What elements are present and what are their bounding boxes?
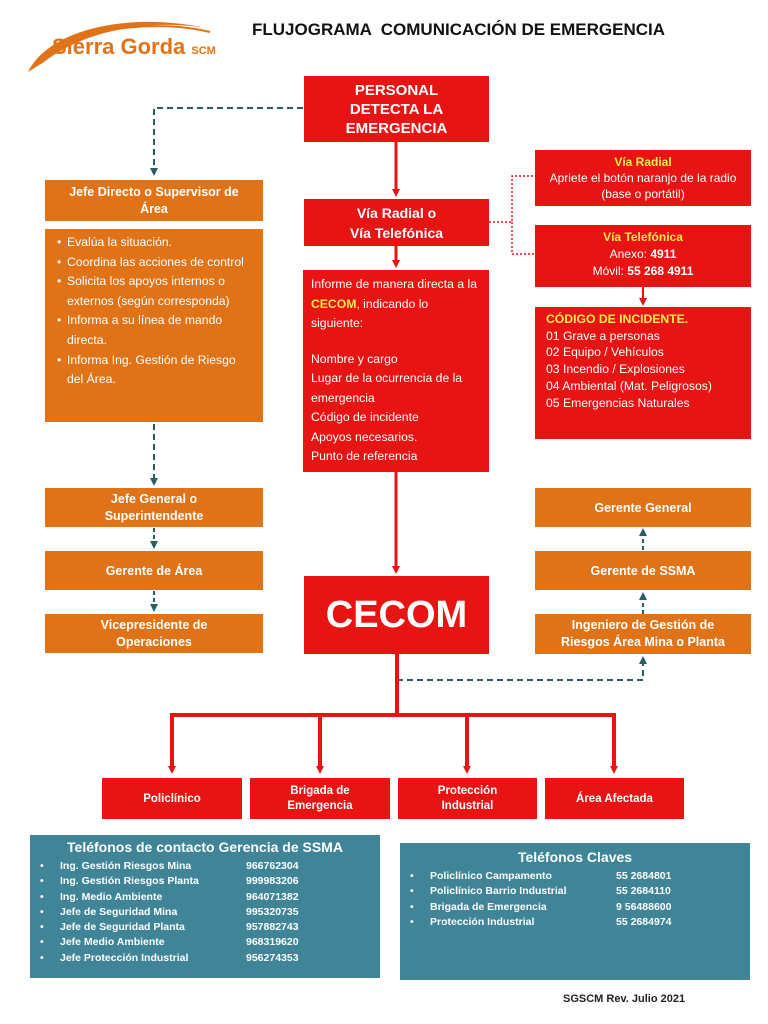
contact-phone: 957882743 [246,921,299,934]
via-radial-box [535,150,751,206]
logo-text: Sierra Gorda [52,34,186,59]
logo-suffix: SCM [191,45,216,57]
page-title: FLUJOGRAMA COMUNICACIÓN DE EMERGENCIA [252,20,666,39]
ssma-phones-title: Teléfonos de contacto Gerencia de SSMA [67,839,343,855]
contact-name: Jefe de Seguridad Planta [60,921,185,934]
codigo-item: 02 Equipo / Vehículos [546,345,664,360]
contact-phone: 999983206 [246,875,299,888]
movil-line: Móvil: 55 268 4911 [592,264,694,278]
contact-name: Jefe de Seguridad Mina [60,905,178,918]
phone-row [400,884,750,899]
jefe-action-item: • Evalúa la situación. [57,233,255,253]
contact-name: Ing. Gestión Riesgos Planta [60,875,199,888]
ssma-phones-panel [30,835,380,978]
bullet-icon: • [40,875,44,888]
contact-phone: 9 56488600 [616,900,672,913]
bullet-icon: • [40,905,44,918]
bullet-icon: • [410,915,414,928]
area-afectada-box: Área Afectada [545,778,684,819]
bullet-icon: • [410,900,414,913]
dashed-personal-to-jefe [154,108,303,172]
phone-row [400,869,750,884]
phone-row [30,920,380,935]
phone-row [30,874,380,889]
contact-phone: 995320735 [246,905,299,918]
contact-phone: 956274353 [246,951,299,964]
gerente-general-box: Gerente General [535,488,751,527]
vicepresidente-box: Vicepresidente de Operaciones [45,614,263,653]
via-telefonica-title: Vía Telefónica [603,230,683,244]
anexo-line: Anexo: 4911 [609,247,677,261]
personal-detecta-box: PERSONAL DETECTA LA EMERGENCIA [304,76,489,142]
jefe-action-item: • Coordina las acciones de control [57,253,255,273]
gerente-ssma-box: Gerente de SSMA [535,551,751,590]
contact-name: Ing. Gestión Riesgos Mina [60,860,192,872]
jefe-actions-box [45,229,263,422]
contact-name: Ing. Medio Ambiente [60,890,163,903]
gerente-area-box: Gerente de Área [45,551,263,590]
footer-revision: SGSCM Rev. Julio 2021 [563,993,686,1005]
jefe-action-item: • Informa Ing. Gestión de Riesgo del Área. [57,351,255,390]
informe-item: Apoyos necesarios. [311,429,418,444]
codigo-item: 05 Emergencias Naturales [546,395,690,410]
contact-name: Brigada de Emergencia [430,900,547,913]
jefe-general-box: Jefe General o Superintendente [45,488,263,527]
contact-phone: 968319620 [246,936,299,949]
via-radial-title: Vía Radial [614,155,672,169]
via-telefonica-box [535,225,751,287]
jefe-directo-box: Jefe Directo o Supervisor de Área [45,180,263,221]
dotted-via-to-radial [489,176,535,222]
contact-name: Policlínico Campamento [430,870,552,882]
ingeniero-box: Ingeniero de Gestión de Riesgos Área Mina o Planta [535,614,751,654]
bullet-icon: • [410,885,414,898]
bullet-icon: • [40,921,44,934]
bullet-icon: • [40,951,44,964]
bullet-icon: • [40,936,44,949]
jefe-action-item: • Solicita los apoyos internos o externos (según corresponda) [57,272,255,311]
phone-row [30,935,380,950]
informe-item: Código de incidente [311,410,419,424]
codigo-item: 03 Incendio / Explosiones [546,362,685,377]
contact-phone: 964071382 [246,890,299,903]
codigo-incidente-box [535,307,751,439]
dashed-cecom-to-ingeniero [397,660,643,680]
codigo-title: CÓDIGO DE INCIDENTE. [546,312,689,326]
phone-row [30,890,380,905]
bullet-icon: • [40,890,44,903]
phone-row [400,900,750,915]
phone-row [30,859,380,874]
codigo-item: 04 Ambiental (Mat. Peligrosos) [546,378,712,393]
bullet-icon: • [410,870,414,882]
informe-box [303,270,489,472]
phone-row [400,915,750,930]
contact-phone: 55 2684801 [616,870,672,882]
company-logo [10,6,240,78]
contact-phone: 966762304 [246,860,299,872]
jefe-action-item: • Informa a su línea de mando directa. [57,311,255,350]
phone-row [30,905,380,920]
proteccion-box: Protección Industrial [398,778,537,819]
bullet-icon: • [40,860,44,872]
contact-name: Protección Industrial [430,915,535,928]
contact-name: Policlínico Barrio Industrial [430,885,567,898]
contact-name: Jefe Protección Industrial [60,951,189,964]
key-phones-title: Teléfonos Claves [517,849,633,865]
codigo-item: 01 Grave a personas [546,328,660,343]
dotted-via-to-telefonica [512,222,535,254]
phone-row [30,951,380,966]
informe-item: Punto de referencia [311,449,418,463]
key-phones-panel [400,843,750,980]
via-radial-text: Apriete el botón naranjo de la radio (base o portátil) [549,171,737,201]
contact-name: Jefe Medio Ambiente [60,936,165,949]
cecom-box: CECOM [304,576,489,654]
brigada-box: Brigada de Emergencia [250,778,390,819]
contact-phone: 55 2684110 [616,885,671,898]
policlinico-box: Policlínico [102,778,242,819]
contact-phone: 55 2684974 [616,915,672,928]
informe-item: Nombre y cargo [311,351,398,366]
informe-item: Lugar de la ocurrencia de la emergencia [311,371,463,405]
via-box: Vía Radial o Vía Telefónica [304,199,489,246]
informe-intro: Informe de manera directa a la CECOM, indicando lo siguiente: [311,277,477,330]
